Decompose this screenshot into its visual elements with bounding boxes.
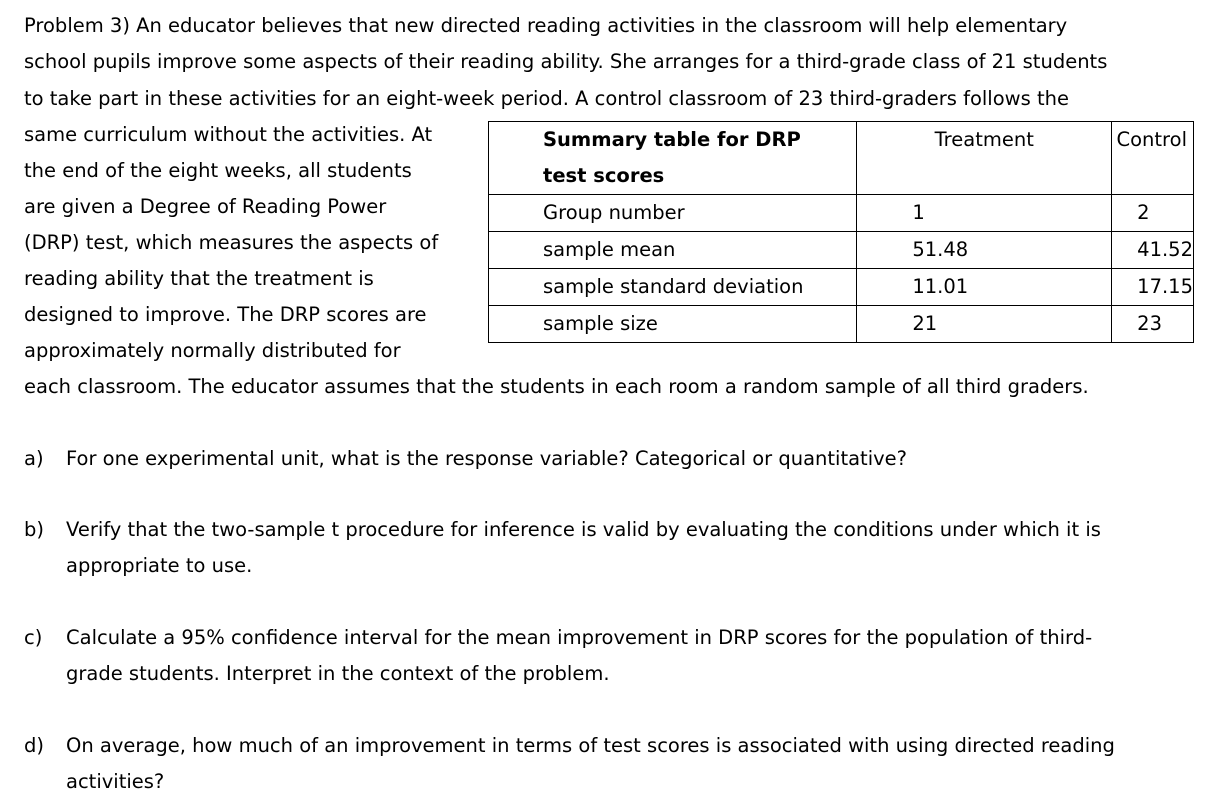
table-row bbox=[489, 195, 1194, 232]
treatment-header-text: Treatment bbox=[934, 128, 1034, 151]
question-b-line-2: appropriate to use. bbox=[66, 554, 253, 577]
control-cell: 2 bbox=[1112, 195, 1194, 232]
table-header-treatment bbox=[857, 122, 1112, 195]
table-row bbox=[489, 306, 1194, 343]
table-title-line-1: Summary table for DRP bbox=[543, 128, 801, 151]
question-b-label: b) bbox=[24, 518, 44, 541]
question-c-line-1: Calculate a 95% confidence interval for the mean improvement in DRP scores for the population of third- bbox=[66, 626, 1093, 649]
question-c-label: c) bbox=[24, 626, 43, 649]
question-c-text bbox=[66, 620, 1186, 692]
question-d-label: d) bbox=[24, 734, 44, 757]
row-label: sample mean bbox=[489, 232, 857, 269]
question-a-label: a) bbox=[24, 447, 44, 470]
treatment-cell: 11.01 bbox=[857, 269, 1112, 306]
intro-line-1: Problem 3) An educator believes that new directed reading activities in the classroom will help elementary bbox=[24, 14, 1068, 37]
intro-line-10: approximately normally distributed for bbox=[24, 339, 401, 362]
table-header-row bbox=[489, 122, 1194, 195]
question-b-line-1: Verify that the two-sample t procedure for inference is valid by evaluating the conditions under which it is bbox=[66, 518, 1101, 541]
intro-line-3: to take part in these activities for an eight-week period. A control classroom of 23 third-graders follows the bbox=[24, 87, 1069, 110]
treatment-cell: 51.48 bbox=[857, 232, 1112, 269]
question-d-text bbox=[66, 728, 1186, 800]
control-cell: 23 bbox=[1112, 306, 1194, 343]
question-a-text bbox=[66, 441, 1186, 477]
question-b-text bbox=[66, 512, 1186, 584]
treatment-cell: 1 bbox=[857, 195, 1112, 232]
treatment-cell: 21 bbox=[857, 306, 1112, 343]
control-header-text: Control bbox=[1116, 128, 1187, 151]
question-d-line-1: On average, how much of an improvement in terms of test scores is associated with using directed reading bbox=[66, 734, 1115, 757]
table-header-control bbox=[1112, 122, 1194, 195]
table-header-label bbox=[489, 122, 857, 195]
intro-line-8: reading ability that the treatment is bbox=[24, 267, 374, 290]
question-d-line-2: activities? bbox=[66, 770, 165, 793]
question-c-line-2: grade students. Interpret in the context of the problem. bbox=[66, 662, 610, 685]
row-label: Group number bbox=[489, 195, 857, 232]
intro-line-4: same curriculum without the activities. At bbox=[24, 123, 433, 146]
intro-line-5: the end of the eight weeks, all students bbox=[24, 159, 412, 182]
row-label: sample size bbox=[489, 306, 857, 343]
control-cell: 17.15 bbox=[1112, 269, 1194, 306]
row-label: sample standard deviation bbox=[489, 269, 857, 306]
intro-line-6: are given a Degree of Reading Power bbox=[24, 195, 387, 218]
intro-line-2: school pupils improve some aspects of their reading ability. She arranges for a third-grade class of 21 students bbox=[24, 50, 1108, 73]
intro-line-11: each classroom. The educator assumes that the students in each room a random sample of all third graders. bbox=[24, 375, 1089, 398]
table-row bbox=[489, 269, 1194, 306]
control-cell: 41.52 bbox=[1112, 232, 1194, 269]
table-row bbox=[489, 232, 1194, 269]
intro-line-7: (DRP) test, which measures the aspects of bbox=[24, 231, 439, 254]
table-title-line-2: test scores bbox=[543, 164, 665, 187]
question-a-line-1: For one experimental unit, what is the response variable? Categorical or quantitative? bbox=[66, 447, 907, 470]
summary-table bbox=[488, 121, 1194, 343]
intro-line-9: designed to improve. The DRP scores are bbox=[24, 303, 427, 326]
